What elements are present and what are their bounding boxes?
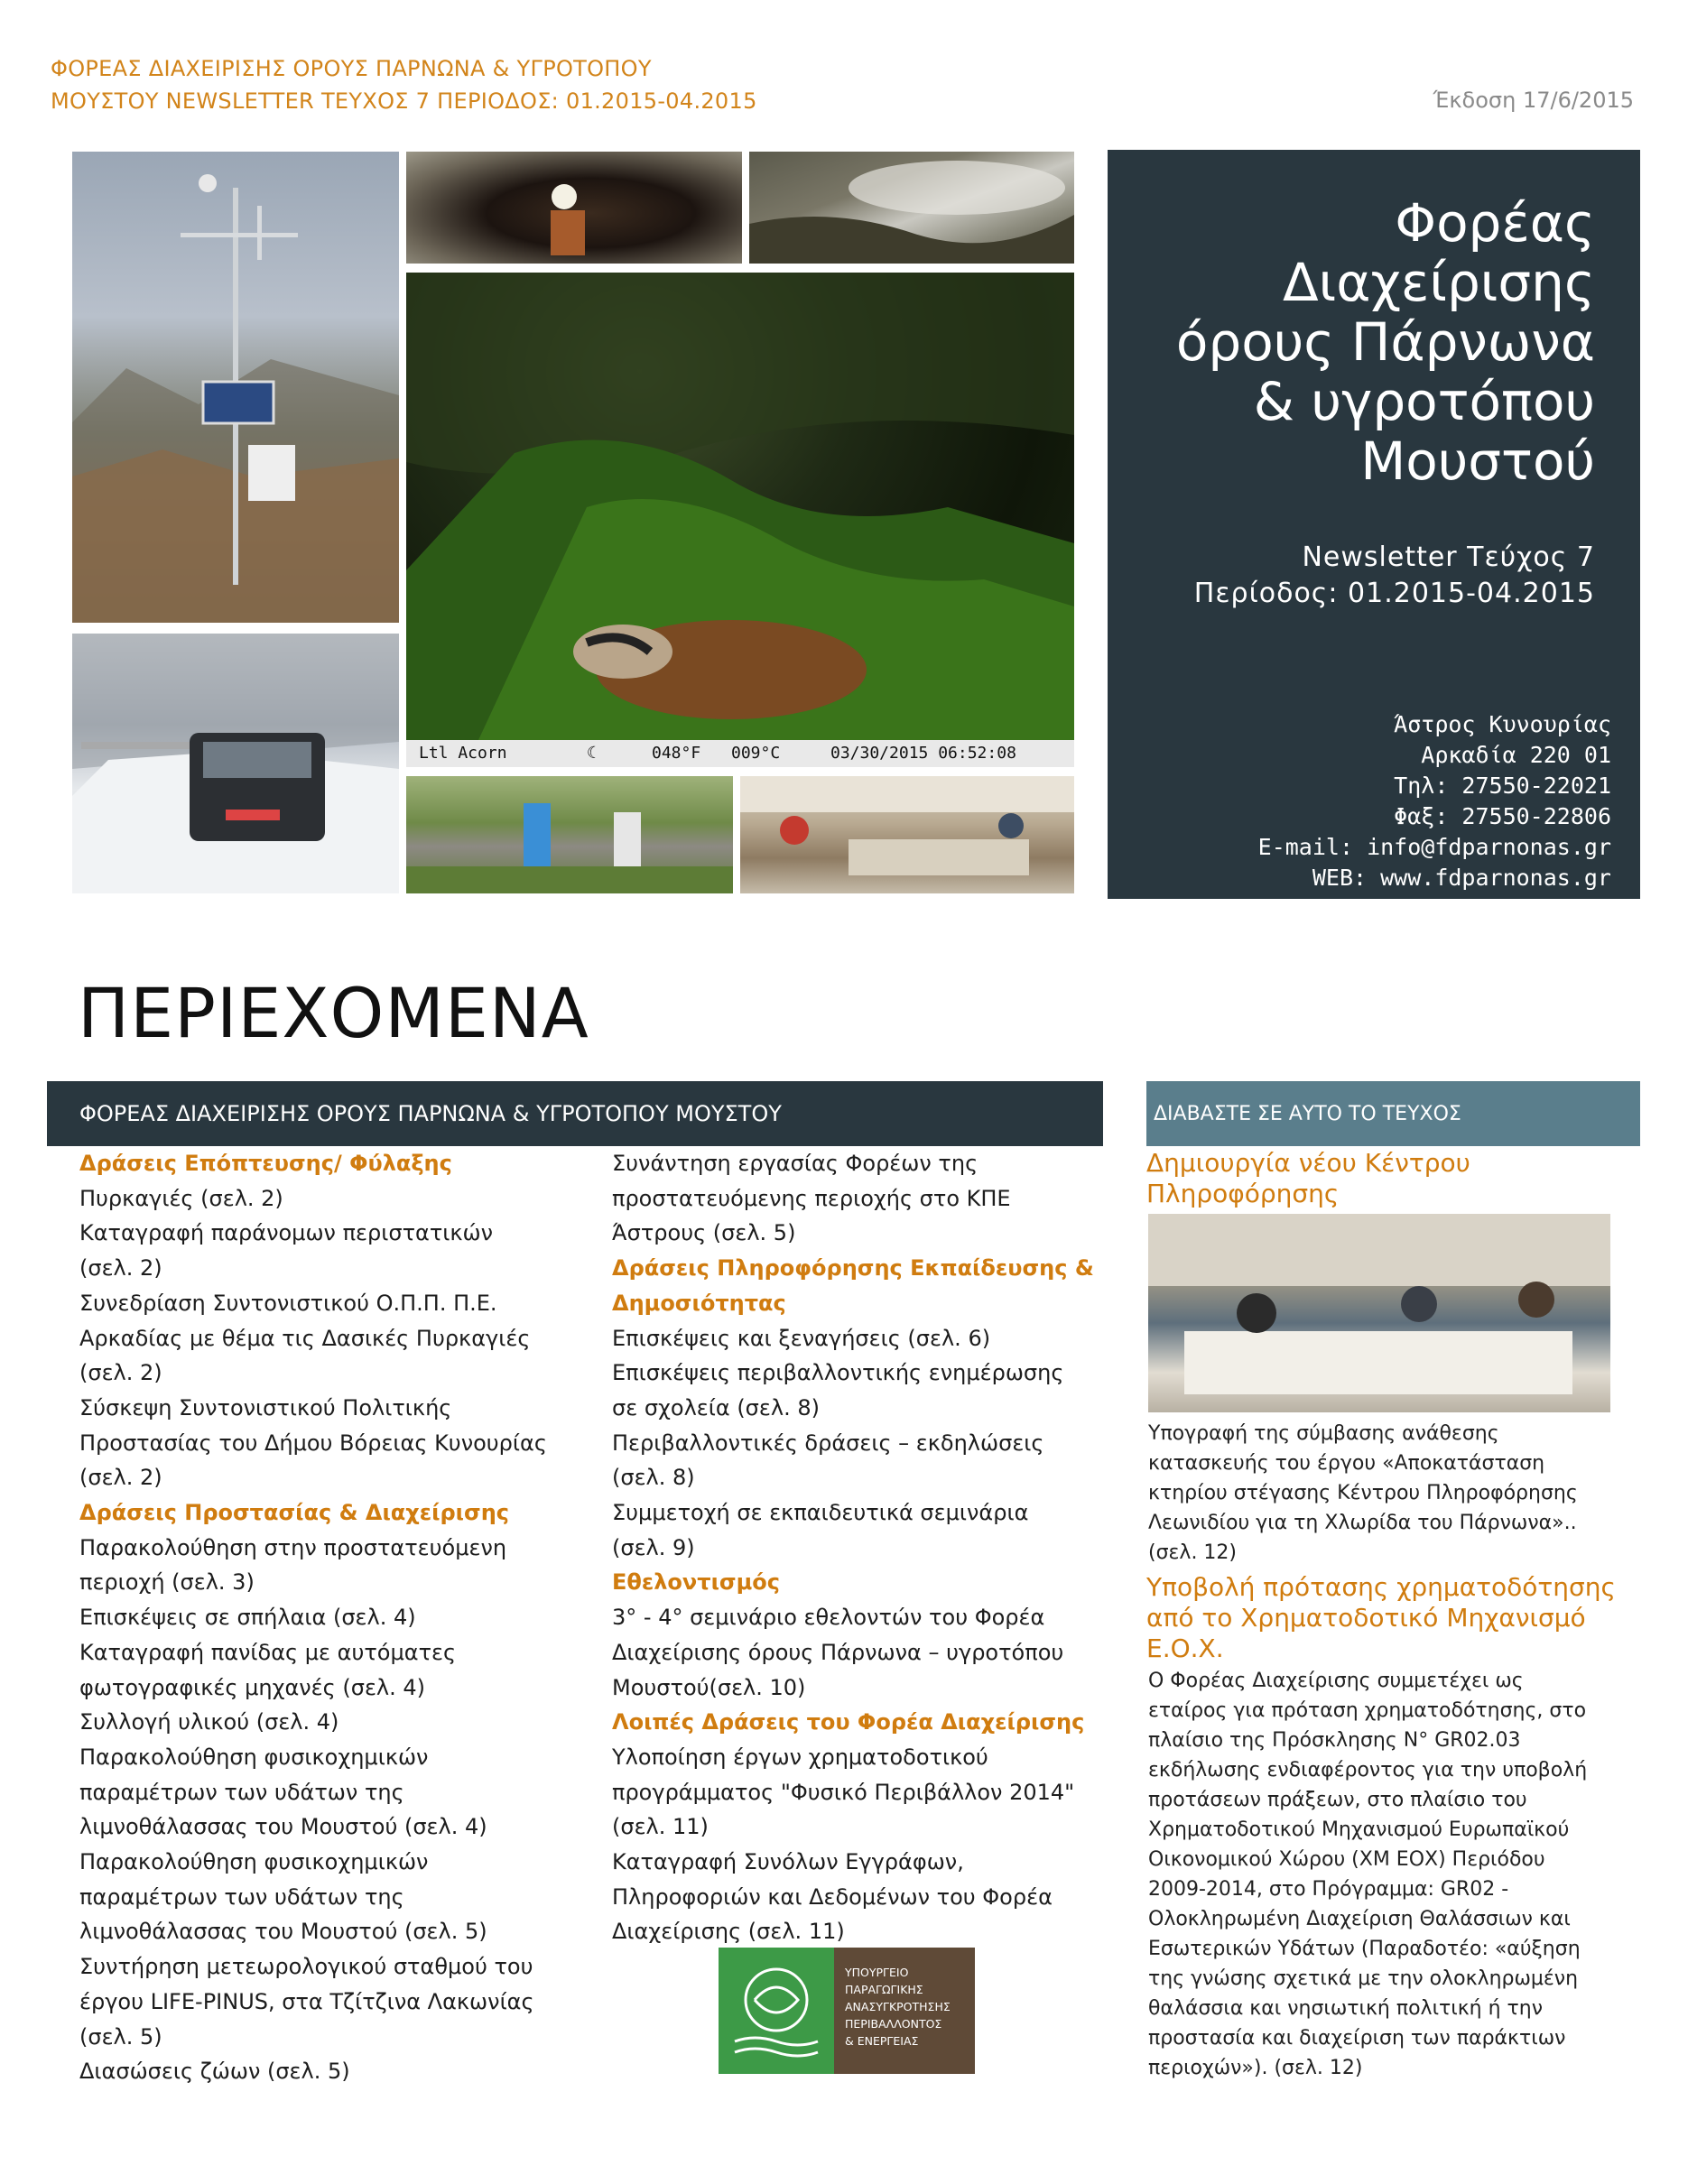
contact-fax: Φαξ: 27550-22806 xyxy=(1394,803,1611,829)
contents-entry: Επισκέψεις σε σπήλαια (σελ. 4) xyxy=(79,1605,416,1631)
contents-section-heading: Δημοσιότητας xyxy=(612,1290,786,1316)
contents-entry: Άστρους (σελ. 5) xyxy=(612,1220,796,1246)
contents-band-label: ΦΟΡΕΑΣ ΔΙΑΧΕΙΡΙΣΗΣ ΟΡΟΥΣ ΠΑΡΝΩΝΑ & ΥΓΡΟΤΟΠΟΥ ΜΟΥΣΤΟΥ xyxy=(79,1101,782,1126)
contents-section-heading: Λοιπές Δράσεις του Φορέα Διαχείρισης xyxy=(612,1709,1085,1735)
newsletter-period: Περίοδος: 01.2015-04.2015 xyxy=(1193,578,1595,609)
contents-entry: (σελ. 2) xyxy=(79,1465,162,1491)
contract-signing-photo xyxy=(1148,1214,1610,1412)
contents-entry: Σύσκεψη Συντονιστικού Πολιτικής xyxy=(79,1394,452,1421)
contents-entry: προστατευόμενης περιοχής στο ΚΠΕ xyxy=(612,1185,1011,1211)
sidebar-text-line: Εσωτερικών Υδάτων (Παραδοτέο: «αύξηση xyxy=(1148,1938,1581,1960)
contents-entry: περιοχή (σελ. 3) xyxy=(79,1569,255,1596)
contents-column-2 xyxy=(612,1146,1118,1949)
contents-entry: Παρακολούθηση φυσικοχημικών xyxy=(79,1744,429,1770)
sidebar-headline-line: Υποβολή πρότασης χρηματοδότησης xyxy=(1146,1572,1616,1602)
camera-temp-f: 048°F xyxy=(652,744,701,763)
contents-entry: (σελ. 8) xyxy=(612,1465,695,1491)
contents-entry: Συνεδρίαση Συντονιστικού Ο.Π.Π. Π.Ε. xyxy=(79,1290,497,1316)
contents-entry: Καταγραφή Συνόλων Εγγράφων, xyxy=(612,1849,964,1875)
sidebar-text-line: πλαίσιο της Πρόσκλησης Ν° GR02.03 xyxy=(1148,1729,1521,1752)
contents-entry: λιμνοθάλασσας του Μουστού (σελ. 4) xyxy=(79,1814,487,1840)
contents-section-heading: Δράσεις Προστασίας & Διαχείρισης xyxy=(79,1500,510,1526)
sidebar-text-line: Χρηματοδοτικού Μηχανισμού Ευρωπαϊκού xyxy=(1148,1818,1570,1841)
contents-entry: 3° - 4° σεμινάριο εθελοντών του Φορέα xyxy=(612,1605,1045,1631)
newsletter-title xyxy=(1126,193,1595,491)
ministry-name-line: ΠΑΡΑΓΩΓΙΚΗΣ xyxy=(845,1983,923,1996)
contents-entry: Υλοποίηση έργων χρηματοδοτικού xyxy=(612,1744,988,1770)
title-line: όρους Πάρνωνα xyxy=(1175,311,1595,373)
ministry-name xyxy=(845,1964,951,2050)
sidebar-text-line: Οικονομικού Χώρου (ΧΜ ΕΟΧ) Περιόδου xyxy=(1148,1848,1545,1871)
camera-info-strip xyxy=(406,740,1074,767)
contents-entry: σε σχολεία (σελ. 8) xyxy=(612,1394,820,1421)
title-line: & υγροτόπου xyxy=(1253,371,1595,432)
contents-entry: προγράμματος "Φυσικό Περιβάλλον 2014" xyxy=(612,1779,1075,1805)
sidebar-text-line: προτάσεων πράξεων, στο πλαίσιο του xyxy=(1148,1789,1527,1811)
contents-entry: Επισκέψεις και ξεναγήσεις (σελ. 6) xyxy=(612,1325,991,1351)
contents-entry: (σελ. 2) xyxy=(79,1255,162,1282)
contents-entry: παραμέτρων των υδάτων της xyxy=(79,1779,404,1805)
sidebar xyxy=(1146,1148,1634,1209)
ministry-name-line: & ΕΝΕΡΓΕΙΑΣ xyxy=(845,2034,919,2048)
contact-phone: Τηλ: 27550-22021 xyxy=(1394,773,1611,799)
ministry-name-line: ΥΠΟΥΡΓΕΙΟ xyxy=(845,1966,909,1979)
sidebar-headline-1 xyxy=(1146,1148,1634,1209)
sidebar-text-line: κατασκευής του έργου «Αποκατάσταση xyxy=(1148,1452,1545,1475)
ministry-emblem-icon xyxy=(719,1948,834,2074)
sidebar-text-line: εκδήλωσης ενδιαφέροντος για την υποβολή xyxy=(1148,1759,1588,1781)
contact-info xyxy=(1258,709,1611,893)
sidebar-headline-line: από το Χρηματοδοτικό Μηχανισμό xyxy=(1146,1603,1586,1633)
forest-fire-photo xyxy=(749,152,1074,264)
contents-entry: Συμμετοχή σε εκπαιδευτικά σεμινάρια xyxy=(612,1500,1029,1526)
contents-section-heading: Δράσεις Επόπτευσης/ Φύλαξης xyxy=(79,1151,452,1176)
sidebar-text-line: περιοχών»). (σελ. 12) xyxy=(1148,2057,1363,2079)
contents-entry: Προστασίας του Δήμου Βόρειας Κυνουρίας xyxy=(79,1430,547,1456)
patrol-truck-photo xyxy=(72,634,399,893)
contents-heading: ΠΕΡΙΕΧΟΜΕΝΑ xyxy=(78,973,589,1053)
camera-datetime: 03/30/2015 06:52:08 xyxy=(830,744,1016,763)
contents-band xyxy=(47,1081,1103,1146)
ministry-name-line: ΠΕΡΙΒΑΛΛΟΝΤΟΣ xyxy=(845,2017,942,2031)
contents-entry: λιμνοθάλασσας του Μουστού (σελ. 5) xyxy=(79,1919,487,1945)
contact-email: E-mail: info@fdparnonas.gr xyxy=(1257,834,1611,860)
contents-entry: Καταγραφή παράνομων περιστατικών xyxy=(79,1220,494,1246)
meeting-photo xyxy=(740,776,1074,893)
sidebar-text-line: κτηρίου στέγασης Κέντρου Πληροφόρησης xyxy=(1148,1482,1578,1504)
sidebar-article-2 xyxy=(1148,1666,1636,2083)
contact-line: Αρκαδία 220 01 xyxy=(1421,742,1611,768)
contents-entry: Παρακολούθηση φυσικοχημικών xyxy=(79,1849,429,1875)
contents-entry: (σελ. 9) xyxy=(612,1534,695,1560)
sidebar-text-line: 2009-2014, στο Πρόγραμμα: GR02 - xyxy=(1148,1878,1509,1901)
contents-entry: Επισκέψεις περιβαλλοντικής ενημέρωσης xyxy=(612,1360,1064,1386)
title-line: Μουστού xyxy=(1360,430,1595,492)
sidebar-text-line: θαλάσσια και νησιωτική πολιτική ή την xyxy=(1148,1997,1544,2020)
contents-entry: Περιβαλλοντικές δράσεις – εκδηλώσεις xyxy=(612,1430,1044,1456)
sidebar-text-line: εταίρος για πρόταση χρηματοδότησης, στο xyxy=(1148,1699,1587,1722)
header-line-2: ΜΟΥΣΤΟΥ NEWSLETTER ΤΕΥΧΟΣ 7 ΠΕΡΙΟΔΟΣ: 01.2015-04.2015 xyxy=(51,88,757,114)
contents-section-heading: Εθελοντισμός xyxy=(612,1569,780,1596)
header-title xyxy=(51,52,953,117)
sidebar-text-line: Υπογραφή της σύμβασης ανάθεσης xyxy=(1148,1422,1499,1445)
newsletter-issue xyxy=(1194,540,1595,612)
contents-section-heading: Δράσεις Πληροφόρησης Εκπαίδευσης & xyxy=(612,1255,1094,1282)
contents-entry: Διασώσεις ζώων (σελ. 5) xyxy=(79,2059,350,2085)
sidebar-text-line: (σελ. 12) xyxy=(1148,1541,1238,1564)
contents-entry: παραμέτρων των υδάτων της xyxy=(79,1883,404,1910)
read-in-issue-band xyxy=(1146,1081,1640,1146)
contents-entry: Καταγραφή πανίδας με αυτόματες xyxy=(79,1639,457,1665)
title-box xyxy=(1108,150,1640,899)
weather-station-photo xyxy=(72,152,399,623)
contact-web: WEB: www.fdparnonas.gr xyxy=(1312,865,1611,891)
contents-entry: Πυρκαγιές (σελ. 2) xyxy=(79,1185,283,1211)
title-line: Διαχείρισης xyxy=(1282,252,1595,313)
contents-entry: φωτογραφικές μηχανές (σελ. 4) xyxy=(79,1674,426,1700)
contents-entry: (σελ. 5) xyxy=(79,2023,162,2050)
cave-photo xyxy=(406,152,742,264)
sidebar-headline-line: Δημιουργία νέου Κέντρου xyxy=(1146,1148,1470,1178)
camera-temp-c: 009°C xyxy=(731,744,781,763)
read-in-issue-label: ΔΙΑΒΑΣΤΕ ΣΕ ΑΥΤΟ ΤΟ ΤΕΥΧΟΣ xyxy=(1154,1103,1461,1125)
volunteers-cleanup-photo xyxy=(406,776,733,893)
contents-entry: Διαχείρισης όρους Πάρνωνα – υγροτόπου xyxy=(612,1639,1064,1665)
contents-entry: (σελ. 11) xyxy=(612,1814,709,1840)
sidebar-text-line: Ο Φορέας Διαχείρισης συμμετέχει ως xyxy=(1148,1670,1524,1692)
sidebar-headline-2 xyxy=(1146,1572,1634,1664)
sidebar-text-line: Λεωνιδίου για τη Χλωρίδα του Πάρνωνα».. xyxy=(1148,1512,1577,1534)
camera-brand: Ltl Acorn xyxy=(419,744,507,763)
header-line-1: ΦΟΡΕΑΣ ΔΙΑΧΕΙΡΙΣΗΣ ΟΡΟΥΣ ΠΑΡΝΩΝΑ & ΥΓΡΟΤΟΠΟΥ xyxy=(51,56,652,81)
contents-entry: (σελ. 2) xyxy=(79,1360,162,1386)
sidebar-text-line: Ολοκληρωμένη Διαχείριση Θαλάσσιων και xyxy=(1148,1908,1571,1930)
moon-icon: ☾ xyxy=(587,744,597,763)
contents-entry: Παρακολούθηση στην προστατευόμενη xyxy=(79,1534,507,1560)
newsletter-number: Newsletter Τεύχος 7 xyxy=(1302,541,1595,573)
contents-entry: Μουστού(σελ. 10) xyxy=(612,1674,806,1700)
sidebar-article-1 xyxy=(1148,1419,1636,1568)
contents-entry: Πληροφοριών και Δεδομένων του Φορέα xyxy=(612,1883,1053,1910)
sidebar-text-line: προστασία και διαχείριση των παράκτιων xyxy=(1148,2027,1566,2050)
edition-date: Έκδοση 17/6/2015 xyxy=(1433,88,1634,113)
contact-line: Άστρος Κυνουρίας xyxy=(1394,711,1611,737)
sidebar-headline-line: Πληροφόρησης xyxy=(1146,1179,1340,1208)
contents-entry: Διαχείρισης (σελ. 11) xyxy=(612,1919,845,1945)
title-line: Φορέας xyxy=(1395,192,1595,254)
contents-entry: έργου LIFE-PINUS, στα Τζίτζινα Λακωνίας xyxy=(79,1988,534,2014)
sidebar-headline-line: Ε.Ο.Χ. xyxy=(1146,1633,1224,1663)
ministry-logo xyxy=(719,1948,975,2074)
camera-trap-badger-photo xyxy=(406,273,1074,767)
contents-entry: Συλλογή υλικού (σελ. 4) xyxy=(79,1709,339,1735)
contents-entry: Συνάντηση εργασίας Φορέων της xyxy=(612,1151,978,1176)
ministry-name-line: ΑΝΑΣΥΓΚΡΟΤΗΣΗΣ xyxy=(845,2000,951,2013)
sidebar-text-line: της γνώσης σχετικά με την ολοκληρωμένη xyxy=(1148,1967,1579,1990)
contents-entry: Αρκαδίας με θέμα τις Δασικές Πυρκαγιές xyxy=(79,1325,531,1351)
contents-entry: Συντήρηση μετεωρολογικού σταθμού του xyxy=(79,1954,533,1980)
contents-column-1 xyxy=(79,1146,585,2089)
